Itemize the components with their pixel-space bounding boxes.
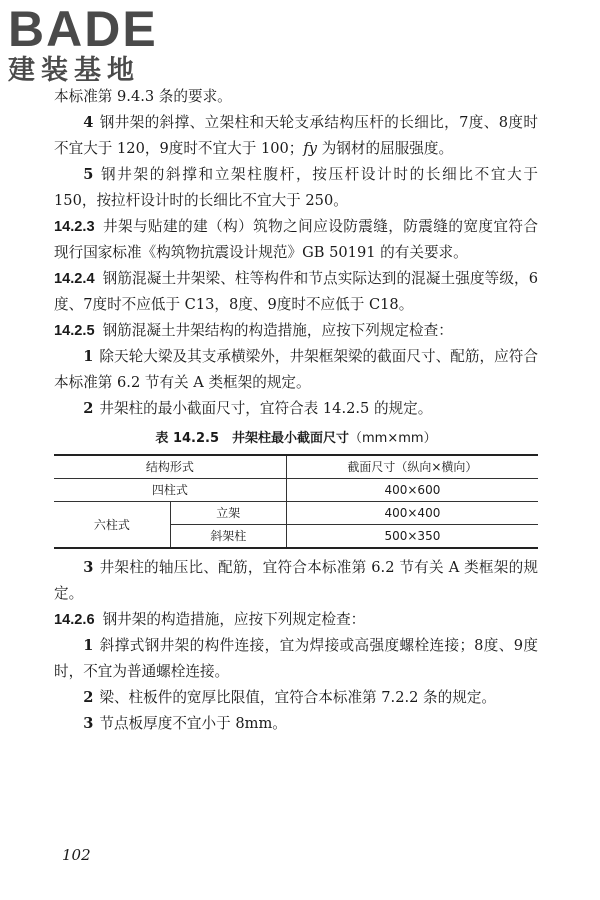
section-number: 14.2.6 [54, 612, 95, 628]
text: 除天轮大梁及其支承横梁外，井架框架梁的截面尺寸、配筋，应符合本标准第 6.2 节有关 A 类框架的规定。 [54, 348, 538, 391]
table-title: 表 14.2.5 井架柱最小截面尺寸 [155, 431, 350, 446]
item-1 [54, 344, 538, 396]
table-row [54, 502, 538, 525]
item-number: 3 [83, 715, 94, 732]
section-number: 14.2.3 [54, 219, 95, 235]
text: 为钢材的屈服强度。 [317, 140, 454, 157]
text: 钢井架的斜撑和立架柱腹杆，按压杆设计时的长细比不宜大于 150，按拉杆设计时的长细比不宜大于 250。 [54, 166, 538, 209]
header-section-size: 截面尺寸（纵向×横向） [286, 455, 538, 479]
item-3 [54, 711, 538, 737]
text: 钢筋混凝土井架结构的构造措施，应按下列规定检查： [102, 322, 453, 339]
cell-subform: 斜架柱 [170, 525, 286, 549]
document-body [54, 84, 538, 737]
item-5 [54, 162, 538, 214]
text: 梁、柱板件的宽厚比限值，宜符合本标准第 7.2.2 条的规定。 [99, 689, 497, 706]
header-structure-form: 结构形式 [54, 455, 286, 479]
item-2 [54, 396, 538, 422]
section-size-table [54, 454, 538, 549]
item-number: 3 [83, 559, 94, 576]
cell-group: 六柱式 [54, 502, 170, 549]
table-unit: （mm×mm） [349, 431, 437, 446]
text: 钢井架的斜撑、立架柱和天轮支承结构压杆的长细比，7度、8度时不宜大于 120，9度时不宜大于 100； [54, 114, 538, 157]
text: 斜撑式钢井架的构件连接，宜为焊接或高强度螺栓连接；8度、9度时，不宜为普通螺栓连接。 [54, 637, 538, 680]
text: 本标准第 9.4.3 条的要求。 [54, 88, 232, 105]
text: 井架柱的最小截面尺寸，宜符合表 14.2.5 的规定。 [99, 400, 433, 417]
item-number: 2 [83, 400, 94, 417]
item-4 [54, 110, 538, 162]
text: 井架柱的轴压比、配筋，宜符合本标准第 6.2 节有关 A 类框架的规定。 [54, 559, 538, 602]
item-number: 4 [83, 114, 94, 131]
page-number: 102 [62, 846, 91, 864]
cell-subform: 立架 [170, 502, 286, 525]
text: 井架与贴建的建（构）筑物之间应设防震缝，防震缝的宽度宜符合现行国家标准《构筑物抗震设计规范》GB 50191 的有关要求。 [54, 218, 538, 261]
cell-size: 400×600 [286, 479, 538, 502]
cell-form: 四柱式 [54, 479, 286, 502]
item-number: 1 [83, 637, 94, 654]
text: 节点板厚度不宜小于 8mm。 [99, 715, 287, 732]
text: 钢筋混凝土井架梁、柱等构件和节点实际达到的混凝土强度等级，6度、7度时不应低于 C13，8度、9度时不应低于 C18。 [54, 270, 538, 313]
item-1 [54, 633, 538, 685]
brand-logo [8, 1, 178, 86]
item-2 [54, 685, 538, 711]
section-14-2-4 [54, 266, 538, 318]
logo-brand-text: BADE [8, 1, 158, 57]
logo-subtitle: 建装基地 [8, 55, 140, 86]
section-number: 14.2.4 [54, 271, 95, 287]
item-3 [54, 555, 538, 607]
table-row [54, 479, 538, 502]
cell-size: 500×350 [286, 525, 538, 549]
paragraph-continuation [54, 84, 538, 110]
item-number: 2 [83, 689, 94, 706]
section-number: 14.2.5 [54, 323, 95, 339]
item-number: 1 [83, 348, 94, 365]
table-caption [54, 428, 538, 450]
section-14-2-6 [54, 607, 538, 633]
section-14-2-3 [54, 214, 538, 266]
text: 钢井架的构造措施，应按下列规定检查： [102, 611, 366, 628]
table-header-row [54, 455, 538, 479]
section-14-2-5 [54, 318, 538, 344]
symbol-fy: fy [303, 140, 318, 157]
cell-size: 400×400 [286, 502, 538, 525]
item-number: 5 [83, 166, 94, 183]
